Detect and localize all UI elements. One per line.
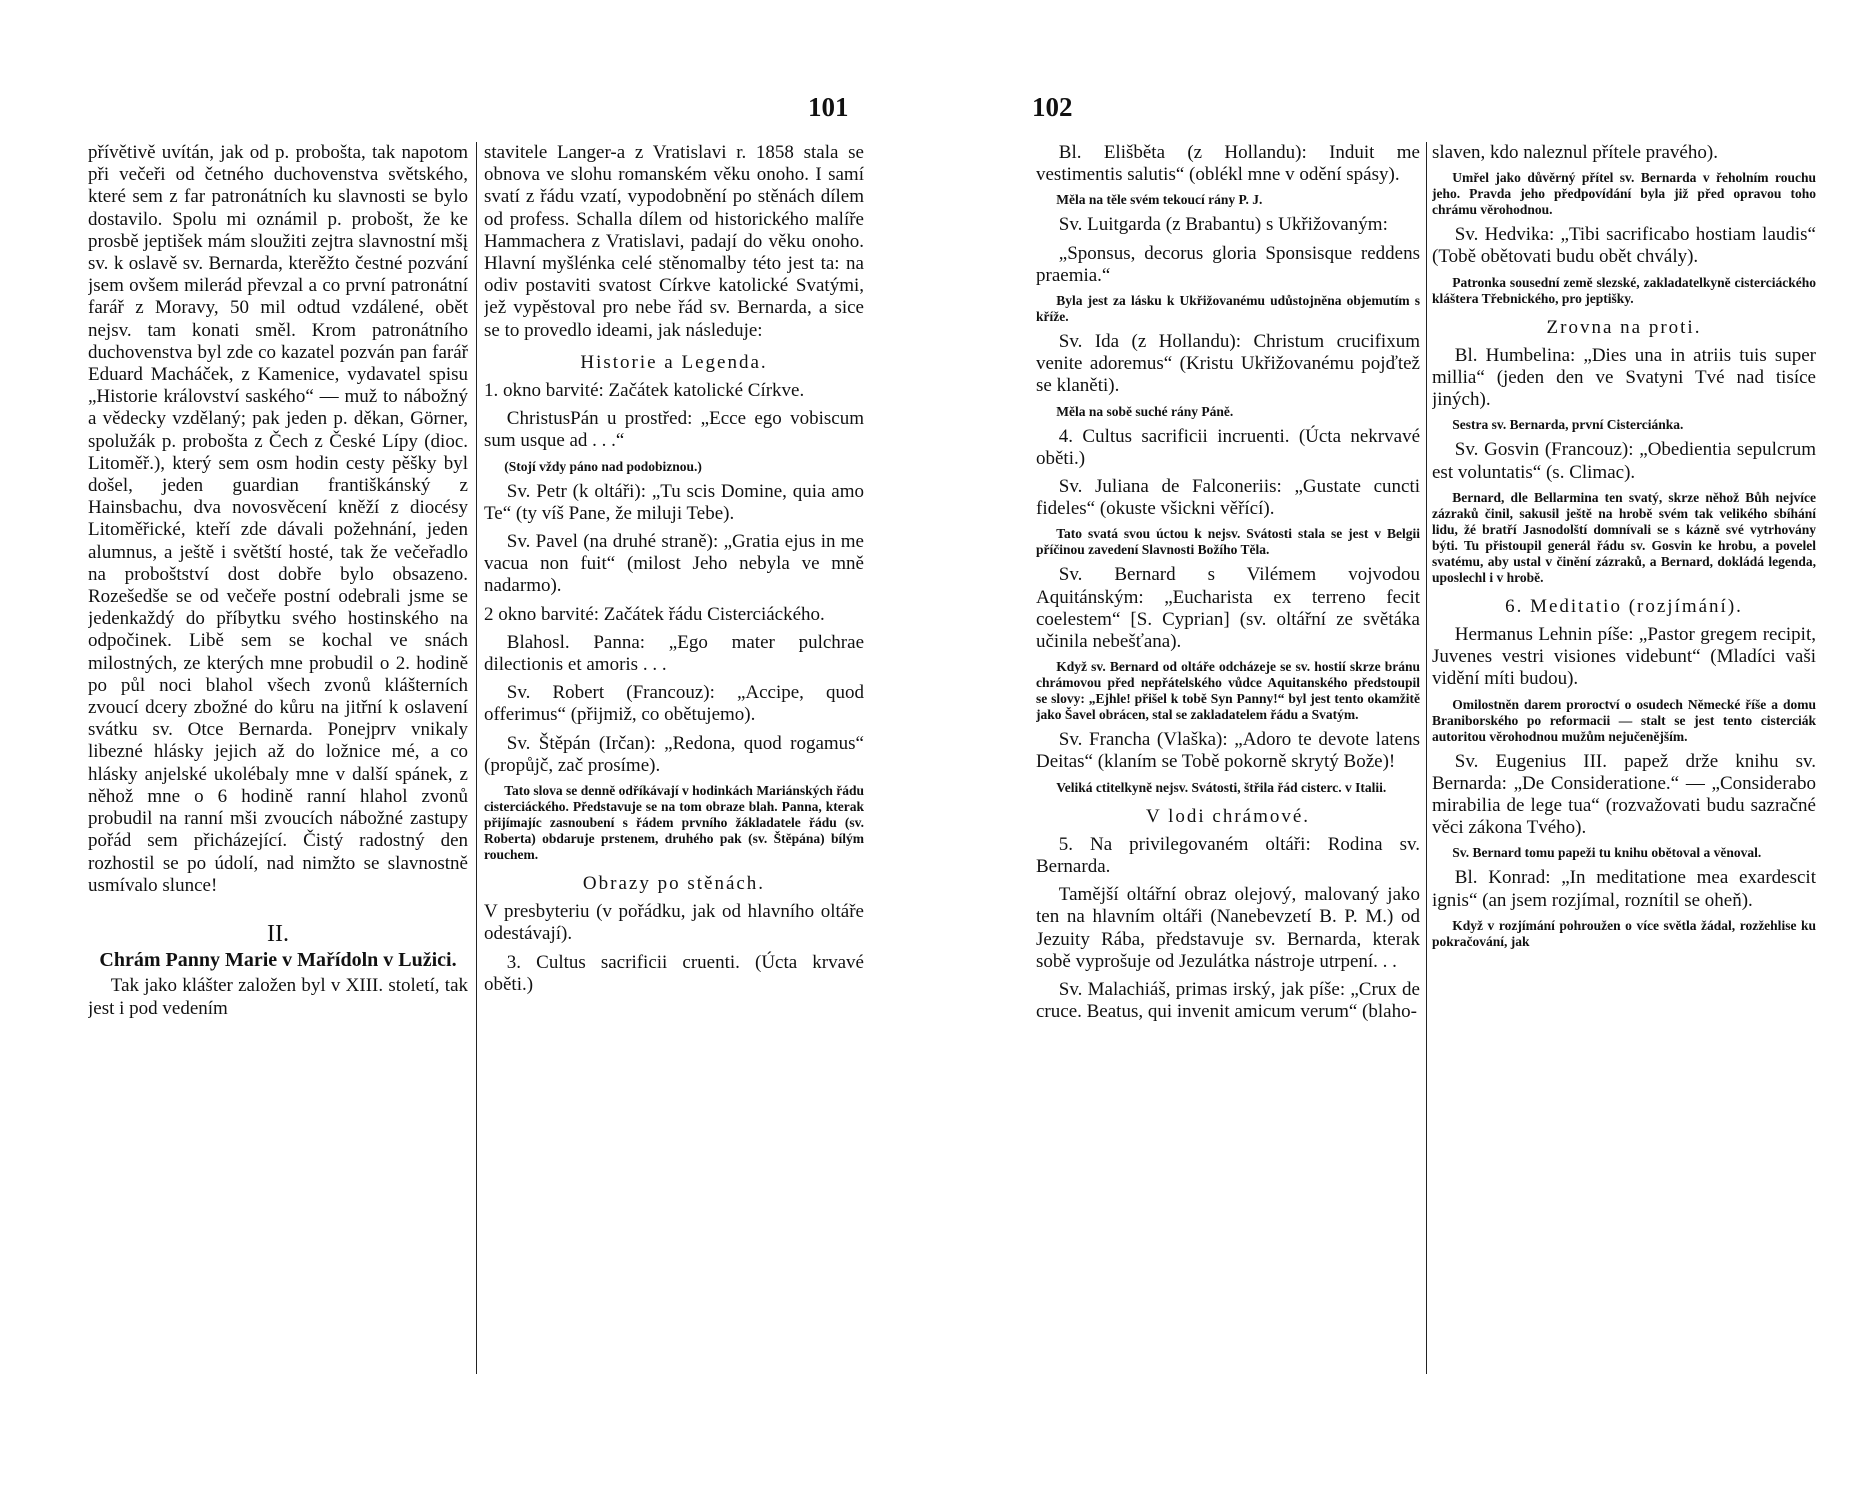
paragraph: slaven, kdo naleznul přítele pravého). [1432,142,1718,163]
paragraph: Sv. Gosvin (Francouz): „Obedientia sepulcrum est voluntatis“ (s. Climac). [1432,439,1816,483]
paragraph: přívětivě uvítán, jak od p. proboštа, tak napotom při večeři od četného duchovenstva světského, které sem z far patronátních ku slavnosti se bylo dostavilo. Spolu mi oznámil p. probošt, že ke prosbě jeptišek mám sloužiti zejtra slavnostní mšį sv. k oslavě sv. Bernarda, kterěžto čestné pozvání jsem ovšem milerád převzal a co první patronátní farář z Moravy, 50 mil odtud vzdálené, obět nejsv. tam konati směl. Krom patronátního duchovenstva byl zde co kazatel pozván pan farář Eduard Macháček, z Kamenice, vydavatel spisu „Historie království saského“ — muž to nábožný a vědecky vzdělaný; pak jeden p. děkan, Görner, spolužák p. probošta z Čech z České Lípy (dioc. Litoměř.), který sem osm hodin cesty pěšky byl došel, jeden guardian františkánský z Hainsbachu, dva novosvěcení kněží z diocésy Litoměřické, kteří zde dávali požehnání, jeden alumnus, a ještě i světští hosté, tak že večeřadlo na proboštství dost dobře bylo obsazeno. Rozešedše se od večeře postní odebrali jsme se jedenkaždý do příbytku svého hostinského na odpočinek. Libě sem se kochal ve snách milostných, ze kterých mne probudil o 2. hodině po půl noci blahol všech zvonů klášterních zvoucí dcery zbožné do kůru na jitřní k oslavení svátku sv. Otce Bernarda. Ponejprv vnikaly libezné hlásky jejich až do ložnice mé, a co hlásky anjelské ukolébaly mne v další spánek, z něhož mne o 6 hodině ranní hlahol zvonů probudil na ranní mši zvoucích nábožné zastupy pořád sem přicházející. Čistý radostný den rozhostil se po údolí, nad nimžto se slavnostně usmívalo slunce! [88,142,468,896]
paragraph: 2 okno barvité: Začátek řádu Cisterciáckého. [484,603,825,625]
section-heading: Zrovna na proti. [1546,316,1702,338]
page-number-right: 102 [1032,92,1073,122]
chapter-number: II. [267,920,289,947]
footnote: (Stojí vždy páno nad podobiznou.) [504,458,702,474]
footnote: Sestra sv. Bernarda, první Cisterciánka. [1452,417,1684,433]
paragraph: 1. okno barvité: Začátek katolické Církve. [484,380,805,402]
paragraph: Sv. Štěpán (Irčan): „Redona, quod rogamus“ (propůjč, zač prosíme). [484,732,864,776]
footnote: Omilostněn darem proroctví o osudech Německé říše a domu Braniborského po reformacii — stalt se jest tento cisterciák autoritou věrohodnou mužům nejučenějším. [1432,696,1816,744]
paragraph: 5. Na privilegovaném oltáři: Rodina sv. Bernarda. [1036,833,1420,878]
footnote: Když sv. Bernard od oltáře odcházeje se sv. hostií skrze bránu chrámovou před nepřátelského vůdce Aquitanského předstoupil se slovy: „Ejhle! přišel k tobě Syn Panny!“ byl jest tento okamžitě jako Šavel obrácen, stal se zakladatelem řádu a Svatým. [1036,659,1420,723]
paragraph: Sv. Eugenius III. papež drže knihu sv. Bernarda: „De Consideratione.“ — „Considerabo mirabilia de lege tua“ (rozvažovati budu sazračné věci zákona Tvého). [1432,750,1816,839]
paragraph: V presbyteriu (v pořádku, jak od hlavního oltáře odestávají). [484,901,864,945]
paragraph: Blahosl. Panna: „Ego mater pulchrae dilectionis et amoris . . . [484,631,864,676]
column-divider [1426,142,1427,1374]
paragraph: Sv. Ida (z Hollandu): Christum crucifixum venite adoremus“ (Kristu Ukřižovanému pojďtež se klaněti). [1036,331,1420,397]
paragraph: Sv. Pavel (na druhé straně): „Gratia ejus in me vacua non fuit“ (milost Jeho nebyla ve mně nadarmo). [484,531,864,597]
paragraph: 4. Cultus sacrificii incruenti. (Úcta nekrvavé oběti.) [1036,425,1420,469]
paragraph: Bl. Konrad: „In meditatione mea exardescit ignis“ (an jsem rozjímal, roznítil se oheň). [1432,867,1816,911]
paragraph: Bl. Humbelina: „Dies una in atriis tuis super millia“ (jeden den ve Svatyni Tvé nad tisíce jiných). [1432,344,1816,411]
section-heading: Obrazy po stěnách. [582,873,766,895]
footnote: Měla na těle svém tekoucí rány P. J. [1056,192,1263,208]
paragraph: Tamější oltářní obraz olejový, malovaný jako ten na hlavním oltáři (Nanebevzetí B. P. M.) od Jezuity Rába, představuje sv. Bernarda, kterak sobě vyprošuje od Jezulátka nástroje utrpení. . . [1036,884,1420,972]
paragraph: Hermanus Lehnin píše: „Pastor gregem recipit, Juvenes vestri visiones videbunt“ (Mladíci vaši vidění míti budou). [1432,624,1816,690]
paragraph: Sv. Hedvika: „Tibi sacrificabo hostiam laudis“ (Tobě obětovati budu obět chvály). [1432,224,1816,268]
paragraph: 3. Cultus sacrificii cruenti. (Úcta krvavé oběti.) [484,951,864,995]
section-heading: V lodi chrámové. [1145,805,1311,827]
paragraph: ChristusPán u prostřed: „Ecce ego vobiscum sum usque ad . . .“ [484,408,864,452]
paragraph: stavitele Langer-a z Vratislavi r. 1858 stala se obnova ve slohu romanském věku onoho. I samí svatí z řádu vzatí, vypodobnění po stěnách dílem od profess. Schalla dílem od historického malíře Hammachera z Vratislavi, padají do věku onoho. Hlavní myšlénka celé stěnomalby této jest ta: na odiv postaviti svatost Církve katolické Svatými, jež vypěstoval pro nebe řád sv. Bernarda, a sice se to provedlo ideami, jak následuje: [484,142,864,341]
paragraph: Sv. Luitgarda (z Brabantu) s Ukřižovaným: [1058,214,1388,236]
footnote: Sv. Bernard tomu papeži tu knihu obětoval a věnoval. [1452,845,1762,861]
section-heading: 6. Meditatio (rozjímání). [1505,595,1743,617]
right-page-column-1 [1036,142,1420,1374]
page-number-left: 101 [808,92,849,122]
left-page-column-1 [88,142,468,1374]
footnote: Umřel jako důvěrný přítel sv. Bernarda v řeholním rouchu jeho. Pravda jeho předpovídání byla již před opravou toho chrámu věrohodnou. [1432,170,1816,218]
footnote: Byla jest za lásku k Ukřižovanému udůstojněna objemutím s kříže. [1036,293,1420,325]
paragraph: Sv. Petr (k oltáři): „Tu scis Domine, quia amo Te“ (ty víš Pane, že miluji Tebe). [484,480,864,524]
footnote: Když v rozjímání pohroužen o více světla žádal, rozžehlise ku pokračování, jak [1432,917,1816,949]
chapter-title: Chrám Panny Marie v Mařídoln v Lužici. [99,949,457,972]
column-divider [476,142,477,1374]
footnote: Tato slova se denně odříkávají v hodinkách Mariánských řádu cisterciáckého. Představuje se na tom obraze blah. Panna, kterak přijímajíc zasnoubení s řádem prvního žákladatele řádu (sv. Roberta) obdaruje prstenem, druhého pak (sv. Štěpána) bílým rouchem. [484,783,864,863]
paragraph: Sv. Juliana de Falconeriis: „Gustate cuncti fideles“ (okuste všickni věřící). [1036,476,1420,520]
right-page-column-2 [1432,142,1816,1374]
paragraph: Sv. Francha (Vlaška): „Adoro te devote latens Deitas“ (klaním se Tobě pokorně skrytý Bože)! [1036,729,1420,773]
paragraph: Bl. Elišběta (z Hollandu): Induit me vestimentis salutis“ (oblékl mne v odění spásy). [1036,142,1420,186]
footnote: Veliká ctitelkyně nejsv. Svátosti, štřila řád cisterc. v Italii. [1056,779,1387,795]
footnote: Patronka sousední země slezské, zakladatelkyně cisterciáckého kláštera Třebnického, pro jeptišky. [1432,274,1816,306]
paragraph: Sv. Malachiáš, primas irský, jak píše: „Crux de cruce. Beatus, qui invenit amicum verum“ (blaho- [1036,979,1420,1023]
paragraph: „Sponsus, decorus gloria Sponsisque reddens praemia.“ [1036,242,1420,286]
section-heading: Historie a Legenda. [580,351,768,373]
paragraph: Sv. Robert (Francouz): „Accipe, quod offerimus“ (přijmiž, co obětujemo). [484,682,864,726]
footnote: Tato svatá svou úctou k nejsv. Svátosti stala se jest v Belgii příčinou zavedení Slavnosti Božího Těla. [1036,526,1420,558]
left-page-column-2 [484,142,864,1374]
paragraph: Sv. Bernard s Vilémem vojvodou Aquitánským: „Eucharista ex terreno fecit coelestem“ [S. Cyprian] (sv. oltářní ze světáka učinila nebešťana). [1036,564,1420,653]
paragraph: Tak jako klášter založen byl v XIII. století, tak jest i pod vedením [88,975,468,1019]
footnote: Bernard, dle Bellarmina ten svatý, skrze něhož Bůh nejvíce zázraků činil, sakusil ještě na hrobě svém tak velikého sbíhání lidu, žé bratří Jasnodolští domnívali se s kázně své vytrhovány býti. Tu přistoupil generál řádu sv. Gosvin ke hrobu, a povelel svatému, aby ustal v činění zázraků, a Bernard, dokládá legenda, uposlechl i v hrobě. [1432,489,1816,585]
footnote: Měla na sobě suché rány Páně. [1056,403,1234,419]
